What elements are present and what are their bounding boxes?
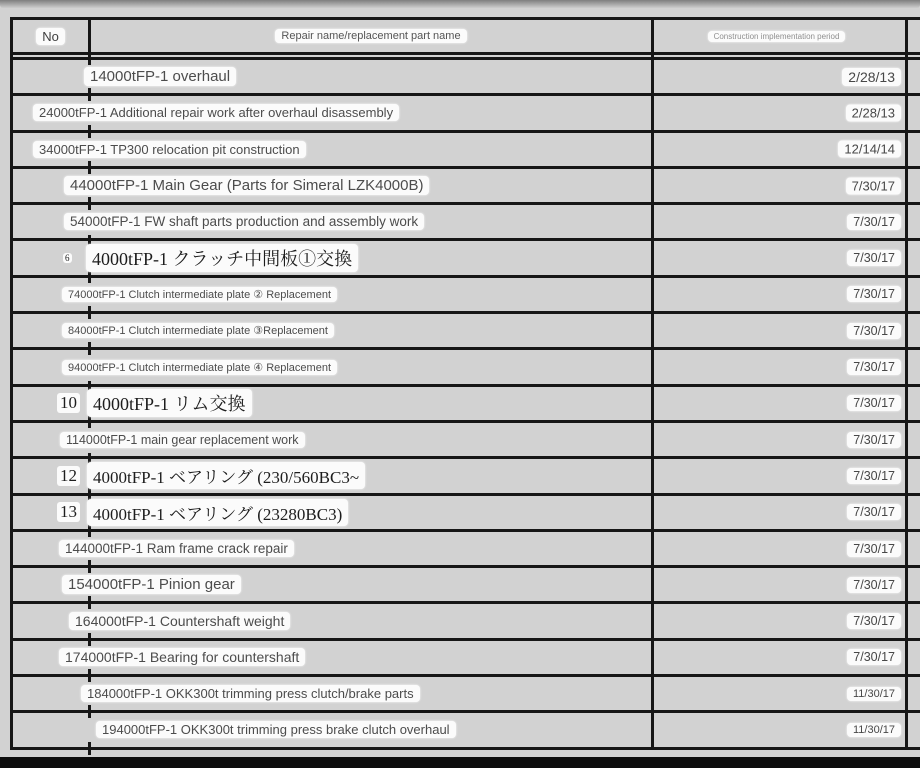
period-label: 7/30/17 [847,323,901,339]
period-label: 7/30/17 [847,250,901,266]
table-row [13,713,920,749]
repair-name-label: 4000tFP-1 リム交換 [87,389,252,417]
table-row [13,314,920,350]
table-row [13,423,920,459]
top-scroll-strip [0,0,920,8]
table-row [13,133,920,169]
table-row [13,60,920,96]
period-label: 7/30/17 [847,432,901,448]
row-number: 13 [57,502,80,522]
row-number: 12 [57,466,80,486]
header-cell-repair-name [91,29,651,43]
header-no-label: No [36,28,65,45]
period-label: 7/30/17 [847,286,901,302]
table-row [13,641,920,677]
repair-schedule-table [10,17,920,750]
table-row [13,604,920,640]
table-row [13,205,920,241]
repair-name-label: 4000tFP-1 ベアリング (230/560BC3~ [87,462,365,489]
repair-name-label: 44000tFP-1 Main Gear (Parts for Simeral LZK4000B) [64,176,429,195]
repair-name-label: 34000tFP-1 TP300 relocation pit construction [33,141,306,158]
repair-name-label: 114000tFP-1 main gear replacement work [60,432,305,448]
repair-name-label: 154000tFP-1 Pinion gear [62,575,241,594]
period-label: 7/30/17 [846,177,901,194]
header-period-label: Construction implementation period [708,31,846,42]
bottom-black-bar [0,757,920,768]
repair-name-label: 164000tFP-1 Countershaft weight [69,612,290,630]
period-label: 7/30/17 [847,359,901,375]
table-row [13,568,920,604]
table-row [13,278,920,314]
repair-name-label: 14000tFP-1 overhaul [84,67,236,86]
table-row [13,96,920,132]
repair-name-label: 24000tFP-1 Additional repair work after overhaul disassembly [33,104,399,121]
repair-name-label: 94000tFP-1 Clutch intermediate plate ④ Replacement [62,360,337,375]
repair-name-label: 54000tFP-1 FW shaft parts production and assembly work [64,213,424,230]
period-label: 7/30/17 [847,504,901,520]
table-row [13,241,920,277]
table-header-row [13,20,920,60]
column-divider-name-period [651,20,654,750]
period-label: 11/30/17 [847,687,901,701]
period-label: 7/30/17 [847,577,901,593]
period-label: 7/30/17 [847,395,901,411]
table-row [13,677,920,713]
header-cell-no [13,20,91,52]
header-cell-period [651,31,920,42]
table-row [13,532,920,568]
repair-name-label: 194000tFP-1 OKK300t trimming press brake clutch overhaul [96,721,456,738]
table-row [13,496,920,532]
period-label: 7/30/17 [847,214,901,230]
repair-name-label: 4000tFP-1 クラッチ中間板①交換 [86,244,358,272]
repair-name-label: 174000tFP-1 Bearing for countershaft [59,648,305,666]
repair-name-label: 144000tFP-1 Ram frame crack repair [59,540,294,557]
repair-name-label: 184000tFP-1 OKK300t trimming press clutch/brake parts [81,685,420,702]
repair-name-label: 74000tFP-1 Clutch intermediate plate ② Replacement [62,287,337,302]
table-row [13,350,920,386]
table-right-border [905,20,908,750]
row-number: 6 [65,253,70,264]
period-label: 7/30/17 [847,468,901,484]
repair-name-label: 4000tFP-1 ベアリング (23280BC3) [87,499,348,526]
repair-name-label: 84000tFP-1 Clutch intermediate plate ③Replacement [62,323,334,338]
table-row [13,459,920,495]
period-label: 2/28/13 [846,104,901,121]
period-label: 7/30/17 [847,649,901,665]
period-label: 7/30/17 [847,541,901,557]
header-repair-name-label: Repair name/replacement part name [275,29,466,43]
period-label: 2/28/13 [842,68,901,86]
period-label: 7/30/17 [847,613,901,629]
period-label: 11/30/17 [847,723,901,737]
period-label: 12/14/14 [838,141,901,158]
table-row [13,387,920,423]
table-row [13,169,920,205]
row-number: 10 [57,393,80,413]
